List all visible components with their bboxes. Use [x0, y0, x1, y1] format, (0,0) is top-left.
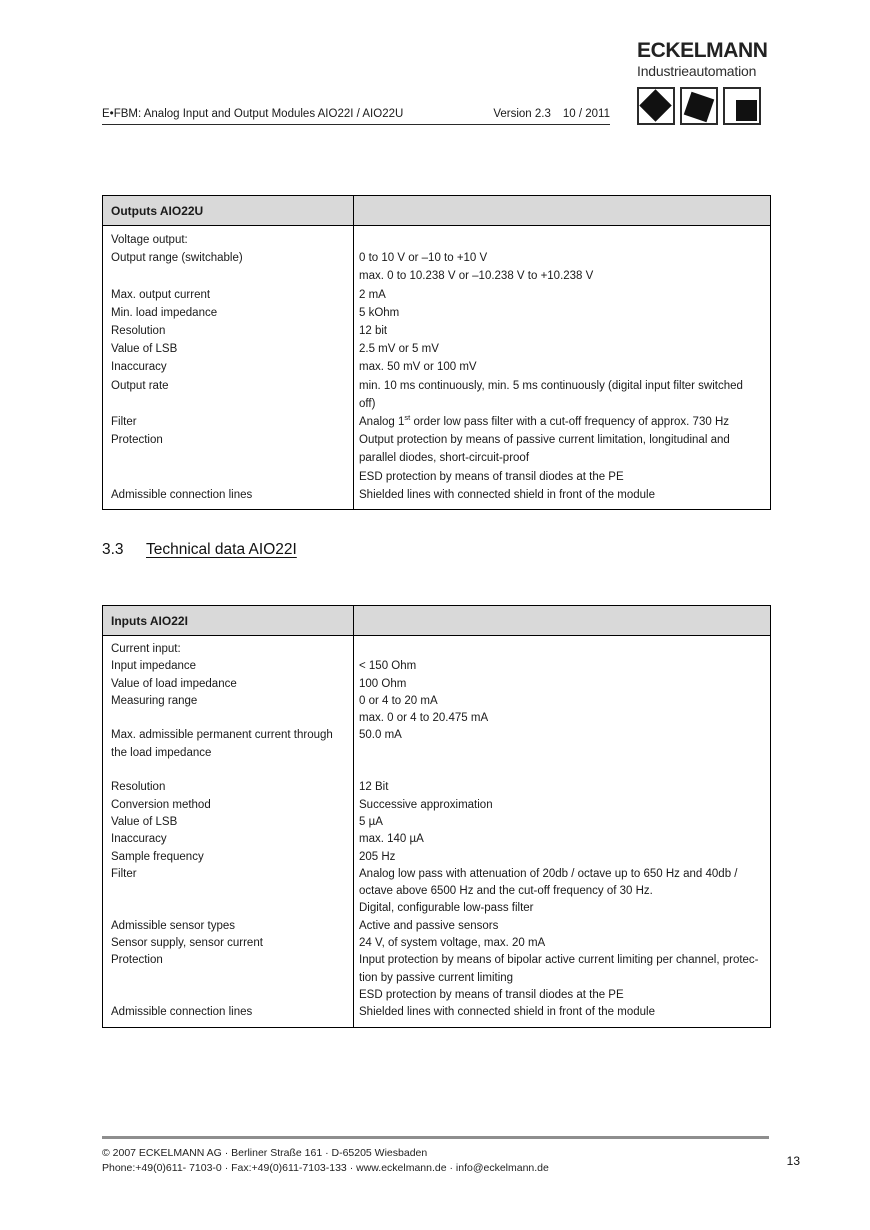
- spec-value-text: max. 0 to 10.238 V or –10.238 V to +10.238 V: [359, 270, 594, 283]
- page-number: 13: [786, 1154, 800, 1168]
- table-row: [103, 641, 770, 658]
- spec-value: [353, 831, 770, 848]
- logo-tilted-square-icon: [680, 87, 718, 125]
- spec-value: [353, 304, 770, 322]
- spec-value: [353, 267, 770, 285]
- inputs-aio22i-table: [102, 605, 771, 1028]
- spec-label: Value of LSB: [111, 815, 178, 828]
- table-row: [103, 358, 770, 376]
- table-row: [103, 900, 770, 917]
- spec-label: Input impedance: [111, 660, 197, 673]
- table-row: [103, 970, 770, 987]
- spec-value-text: Digital, configurable low-pass filter: [359, 902, 534, 915]
- footer-text: [102, 1146, 549, 1176]
- spec-label: [103, 970, 353, 987]
- table-title: Outputs AIO22U: [111, 203, 204, 218]
- table-row: [103, 676, 770, 693]
- table-row: [103, 1004, 770, 1021]
- spec-label: Max. output current: [111, 288, 211, 301]
- spec-label: Value of LSB: [111, 343, 178, 356]
- spec-label: Min. load impedance: [111, 306, 218, 319]
- spec-value-text: octave above 6500 Hz and the cut-off frequency of 30 Hz.: [359, 885, 653, 898]
- spec-value: [353, 1004, 770, 1021]
- spec-label: Voltage output:: [111, 234, 188, 246]
- spec-label: [103, 883, 353, 900]
- superscript-text: st: [404, 413, 411, 423]
- table-header: [103, 196, 770, 226]
- table-row: [103, 779, 770, 796]
- table-row: [103, 449, 770, 467]
- table-row: [103, 866, 770, 883]
- spec-value: [353, 395, 770, 413]
- spec-value: [353, 727, 770, 744]
- doc-title: E•FBM: Analog Input and Output Modules AIO22I / AIO22U: [102, 108, 404, 120]
- spec-value: [353, 431, 770, 449]
- spec-value-text: ESD protection by means of transil diodes at the PE: [359, 988, 624, 1001]
- spec-value-text-after: order low pass filter with a cut-off frequency of approx. 730 Hz: [410, 416, 729, 429]
- spec-label: Filter: [111, 416, 137, 429]
- spec-label: [103, 762, 353, 779]
- spec-label: Filter: [111, 867, 137, 880]
- table-row: [103, 797, 770, 814]
- spec-label: Current input:: [111, 643, 181, 655]
- spec-value-text: 100 Ohm: [359, 677, 407, 690]
- table-body: [103, 226, 770, 509]
- spec-label: Admissible sensor types: [111, 919, 235, 932]
- table-row: [103, 413, 770, 431]
- spec-label: [103, 710, 353, 727]
- logo-diamond-square-icon: [637, 87, 675, 125]
- spec-value: [353, 676, 770, 693]
- section-title: Technical data AIO22I: [146, 541, 297, 558]
- spec-value: [353, 762, 770, 779]
- spec-value-text: tion by passive current limiting: [359, 971, 514, 984]
- spec-value: [353, 449, 770, 467]
- spec-label: Output range (switchable): [111, 252, 243, 265]
- table-row: [103, 814, 770, 831]
- table-row: [103, 377, 770, 395]
- table-header: [103, 606, 770, 636]
- table-row: [103, 267, 770, 285]
- table-column-divider: [353, 606, 354, 1027]
- outputs-aio22u-table: [102, 195, 771, 510]
- footer-rule: [102, 1136, 769, 1139]
- table-row: [103, 745, 770, 762]
- table-row: [103, 249, 770, 267]
- spec-value-text: max. 50 mV or 100 mV: [359, 361, 477, 374]
- table-row: [103, 395, 770, 413]
- table-row: [103, 340, 770, 358]
- spec-label: [103, 468, 353, 486]
- spec-value: [353, 745, 770, 762]
- spec-label: [103, 395, 353, 413]
- table-row: [103, 693, 770, 710]
- table-row: [103, 952, 770, 969]
- spec-label: Inaccuracy: [111, 833, 167, 846]
- spec-value-text: 5 µA: [359, 815, 383, 828]
- spec-label: [103, 449, 353, 467]
- spec-value-text: 2.5 mV or 5 mV: [359, 343, 439, 356]
- spec-label: Resolution: [111, 781, 166, 794]
- table-row: [103, 231, 770, 249]
- spec-value: [353, 900, 770, 917]
- spec-value-text: 5 kOhm: [359, 306, 400, 319]
- table-row: [103, 710, 770, 727]
- table-row: [103, 762, 770, 779]
- spec-value-text: < 150 Ohm: [359, 660, 417, 673]
- table-column-divider: [353, 196, 354, 509]
- spec-value-text: Analog 1: [359, 416, 405, 429]
- table-row: [103, 431, 770, 449]
- table-row: [103, 322, 770, 340]
- spec-label: Protection: [111, 954, 163, 967]
- company-logo: [637, 40, 771, 125]
- spec-value: [353, 987, 770, 1004]
- spec-value: [353, 231, 770, 249]
- spec-value-text: Active and passive sensors: [359, 919, 499, 932]
- spec-label: Admissible connection lines: [111, 488, 253, 501]
- spec-value-text: 0 to 10 V or –10 to +10 V: [359, 252, 488, 265]
- spec-value-text: Input protection by means of bipolar active current limiting per channel, protec-: [359, 954, 759, 967]
- spec-value-text: 12 Bit: [359, 781, 389, 794]
- table-row: [103, 849, 770, 866]
- spec-value: [353, 377, 770, 395]
- spec-value: [353, 658, 770, 675]
- spec-value: [353, 970, 770, 987]
- spec-value-text: parallel diodes, short-circuit-proof: [359, 452, 530, 465]
- spec-value-text: Shielded lines with connected shield in front of the module: [359, 1006, 655, 1019]
- spec-value: [353, 641, 770, 658]
- logo-squares: [637, 87, 771, 125]
- spec-value: [353, 286, 770, 304]
- spec-value: [353, 693, 770, 710]
- table-body: [103, 636, 770, 1027]
- footer-contact: Phone:+49(0)611- 7103-0 · Fax:+49(0)611-7103-133 · www.eckelmann.de · info@eckelmann.de: [102, 1162, 549, 1174]
- table-row: [103, 658, 770, 675]
- table-title: Inputs AIO22I: [111, 613, 188, 628]
- table-row: [103, 468, 770, 486]
- spec-value: [353, 814, 770, 831]
- spec-label: Admissible connection lines: [111, 1006, 253, 1019]
- spec-value: [353, 710, 770, 727]
- logo-brand-text: ECKELMANN: [637, 39, 768, 62]
- spec-value: [353, 952, 770, 969]
- spec-label: Sample frequency: [111, 850, 204, 863]
- spec-value: [353, 779, 770, 796]
- spec-label: Protection: [111, 434, 163, 447]
- table-row: [103, 883, 770, 900]
- spec-label: [103, 900, 353, 917]
- table-row: [103, 918, 770, 935]
- spec-value-text: 12 bit: [359, 325, 388, 338]
- table-row: [103, 987, 770, 1004]
- table-row: [103, 286, 770, 304]
- spec-label: [103, 987, 353, 1004]
- table-row: [103, 304, 770, 322]
- spec-value: [353, 249, 770, 267]
- version-info: [493, 108, 610, 120]
- footer-copyright: © 2007 ECKELMANN AG · Berliner Straße 161 · D-65205 Wiesbaden: [102, 1147, 428, 1159]
- spec-value: [353, 883, 770, 900]
- spec-label: Max. admissible permanent current through: [111, 729, 333, 742]
- version-date: 10 / 2011: [562, 108, 610, 120]
- version-label: Version 2.3: [493, 108, 551, 120]
- spec-value: [353, 468, 770, 486]
- logo-subtitle-text: Industrieautomation: [637, 63, 757, 79]
- spec-value-text: ESD protection by means of transil diodes at the PE: [359, 470, 624, 483]
- spec-value-text: 205 Hz: [359, 850, 396, 863]
- spec-value: [353, 918, 770, 935]
- spec-value-text: Analog low pass with attenuation of 20db / octave up to 650 Hz and 40db /: [359, 867, 738, 880]
- spec-value-text: Successive approximation: [359, 798, 493, 811]
- spec-value-text: 2 mA: [359, 288, 386, 301]
- table-row: [103, 935, 770, 952]
- spec-value-text: 50.0 mA: [359, 729, 402, 742]
- spec-label: Measuring range: [111, 694, 198, 707]
- spec-label: Value of load impedance: [111, 677, 237, 690]
- section-number: 3.3: [102, 541, 124, 558]
- spec-value-text: 24 V, of system voltage, max. 20 mA: [359, 937, 546, 950]
- spec-label: Conversion method: [111, 798, 211, 811]
- spec-value-text: off): [359, 397, 376, 410]
- spec-value-text: max. 140 µA: [359, 833, 424, 846]
- spec-value-text: max. 0 or 4 to 20.475 mA: [359, 712, 489, 725]
- section-heading: [102, 541, 297, 559]
- table-row: [103, 486, 770, 504]
- spec-label: Resolution: [111, 325, 166, 338]
- spec-value-text: min. 10 ms continuously, min. 5 ms continuously (digital input filter switched: [359, 379, 743, 392]
- spec-value-text: 0 or 4 to 20 mA: [359, 694, 438, 707]
- running-header: [102, 108, 610, 125]
- spec-value: [353, 866, 770, 883]
- spec-value: [353, 322, 770, 340]
- spec-value: [353, 358, 770, 376]
- spec-value: [353, 935, 770, 952]
- spec-value-text: Output protection by means of passive current limitation, longitudinal and: [359, 434, 730, 447]
- table-row: [103, 831, 770, 848]
- spec-value: [353, 849, 770, 866]
- logo-corner-square-icon: [723, 87, 761, 125]
- spec-value: [353, 797, 770, 814]
- spec-value: [353, 413, 770, 431]
- spec-value-text: Shielded lines with connected shield in front of the module: [359, 488, 655, 501]
- spec-label: Sensor supply, sensor current: [111, 937, 263, 950]
- spec-label: Inaccuracy: [111, 361, 167, 374]
- table-row: [103, 727, 770, 744]
- spec-value: [353, 486, 770, 504]
- spec-label: Output rate: [111, 379, 169, 392]
- spec-label: [103, 267, 353, 285]
- spec-label: the load impedance: [111, 746, 212, 759]
- spec-value: [353, 340, 770, 358]
